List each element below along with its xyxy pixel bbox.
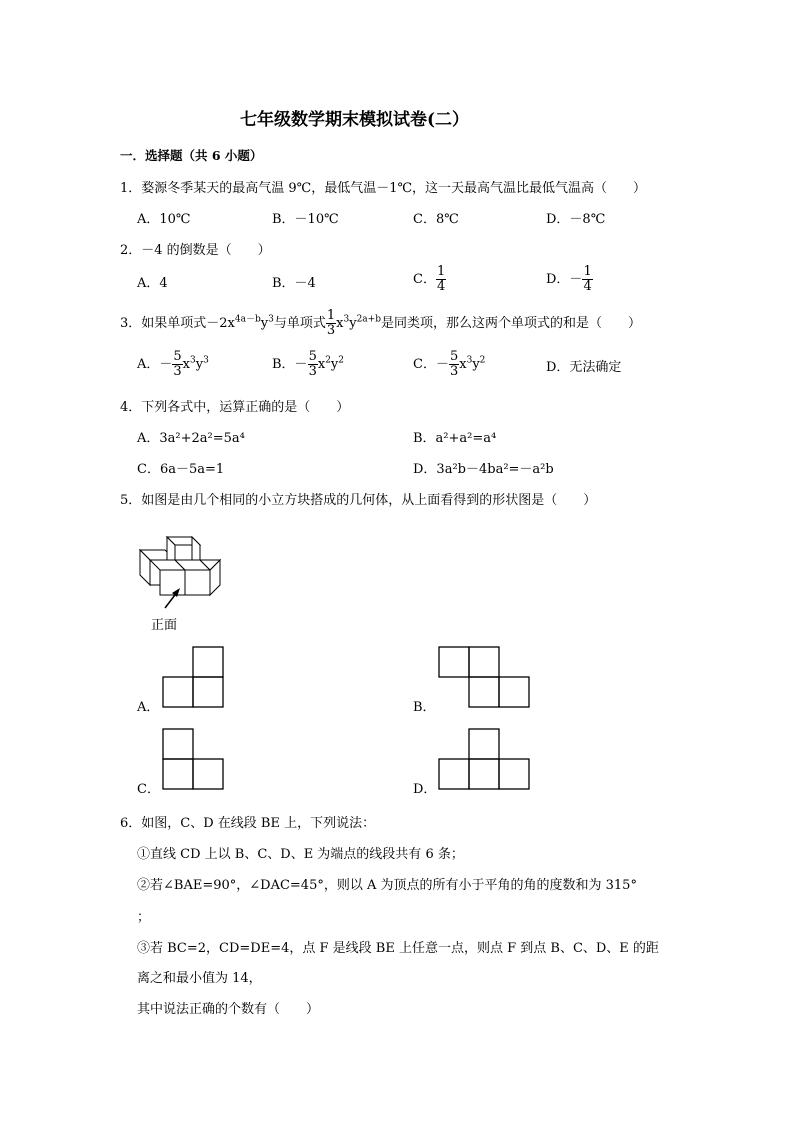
q6-statement-1: ①直线 CD 上以 B、C、D、E 为端点的线段共有 6 条； (137, 847, 464, 862)
q6-question: 其中说法正确的个数有（ ） (137, 1002, 320, 1017)
q6-statement-2-end: ； (137, 910, 151, 925)
q2-option-c (413, 265, 446, 294)
fraction-numerator: 1 (436, 264, 446, 279)
var: x (459, 357, 467, 372)
q3-text: y (260, 316, 269, 331)
exponent: 4a－b (234, 314, 261, 325)
fraction (326, 309, 336, 338)
exponent: 3 (343, 314, 350, 325)
q3-text: 3．如果单项式－2x (120, 316, 235, 331)
fraction (449, 350, 459, 379)
q1-option-a: A．10℃ (137, 212, 191, 227)
option-prefix: A．－ (137, 357, 173, 372)
fraction-denominator: 4 (583, 279, 592, 294)
front-view-label: 正面 (151, 618, 178, 633)
q6-statement-2: ②若∠BAE=90°，∠DAC=45°，则以 A 为顶点的所有小于平角的角的度数和为 315° (137, 878, 637, 893)
q6-statement-3-cont: 离之和最小值为 14， (137, 971, 262, 986)
q5-option-b: B． (413, 700, 436, 715)
fraction (172, 350, 182, 379)
q1-option-c: C．8℃ (413, 212, 459, 227)
question-1-stem: 1．婺源冬季某天的最高气温 9℃，最低气温－1℃，这一天最高气温比最低气温高（ ） (120, 181, 647, 196)
exponent: 2 (338, 355, 345, 366)
option-prefix: C．－ (413, 357, 449, 372)
q3-option-c (413, 350, 485, 379)
q2-option-b: B．－4 (272, 276, 316, 291)
var: x (317, 357, 326, 372)
fraction-numerator: 1 (326, 308, 336, 323)
option-d-top-view (436, 727, 532, 791)
question-2-stem: 2．－4 的倒数是（ ） (120, 243, 271, 258)
fraction (308, 350, 318, 379)
exponent: 3 (203, 355, 209, 366)
question-6-stem: 6．如图，C、D 在线段 BE 上，下列说法： (120, 816, 376, 831)
fraction-numerator: 5 (173, 349, 182, 364)
q1-option-b: B．－10℃ (272, 212, 339, 227)
section-heading: 一．选择题（共 6 小题） (120, 148, 263, 163)
fraction-denominator: 3 (308, 364, 317, 379)
var: y (195, 357, 204, 372)
fraction-denominator: 3 (449, 364, 459, 379)
fraction-numerator: 1 (583, 264, 592, 279)
q3-text: y (349, 316, 357, 331)
fraction-denominator: 3 (326, 323, 336, 338)
exponent: 3 (190, 355, 196, 366)
var: y (330, 357, 339, 372)
exponent: 3 (466, 355, 473, 366)
question-5-stem: 5．如图是由几个相同的小立方块搭成的几何体，从上面看得到的形状图是（ ） (120, 493, 597, 508)
fraction (436, 265, 446, 294)
q5-option-a: A． (137, 700, 160, 715)
q2-option-a: A．4 (137, 276, 168, 291)
q2-option-c-prefix: C． (413, 272, 436, 287)
q3-option-d: D．无法确定 (546, 360, 622, 375)
var: x (182, 357, 191, 372)
q2-option-d (546, 265, 593, 294)
q1-option-d: D．－8℃ (546, 212, 606, 227)
q4-option-a: A．3a²+2a²=5a⁴ (137, 431, 245, 446)
fraction-denominator: 4 (436, 279, 446, 294)
question-3-stem (120, 309, 641, 338)
fraction (582, 265, 592, 294)
exponent: 2 (479, 355, 486, 366)
q4-option-d: D．3a²b－4ba²=－a²b (413, 462, 554, 477)
option-c-top-view (160, 727, 226, 791)
q6-statement-3: ③若 BC=2，CD=DE=4，点 F 是线段 BE 上任意一点，则点 F 到点 B、C、D、E 的距 (137, 941, 659, 956)
cube-solid-figure (130, 515, 230, 610)
option-prefix: B．－ (272, 357, 308, 372)
option-a-top-view (160, 645, 226, 709)
fraction-numerator: 5 (449, 349, 459, 364)
q4-option-c: C．6a－5a=1 (137, 462, 225, 477)
q4-option-b: B．a²+a²=a⁴ (413, 431, 497, 446)
q5-option-c: C． (137, 782, 160, 797)
option-b-top-view (436, 645, 532, 709)
exponent: 2 (325, 355, 331, 366)
q3-option-b (272, 350, 344, 379)
q3-text: 与单项式 (273, 316, 326, 331)
exponent: 3 (268, 314, 274, 325)
exponent: 2a+b (356, 314, 381, 325)
question-4-stem: 4．下列各式中，运算正确的是（ ） (120, 400, 350, 415)
q5-option-d: D． (413, 782, 437, 797)
q3-text: x (336, 316, 344, 331)
q2-option-d-prefix: D．－ (546, 272, 583, 287)
page-title: 七年级数学期末模拟试卷(二） (240, 110, 470, 130)
fraction-denominator: 3 (173, 364, 182, 379)
var: y (472, 357, 480, 372)
fraction-numerator: 5 (308, 349, 317, 364)
q3-text: 是同类项，那么这两个单项式的和是（ ） (380, 316, 641, 331)
q3-option-a (137, 350, 209, 379)
